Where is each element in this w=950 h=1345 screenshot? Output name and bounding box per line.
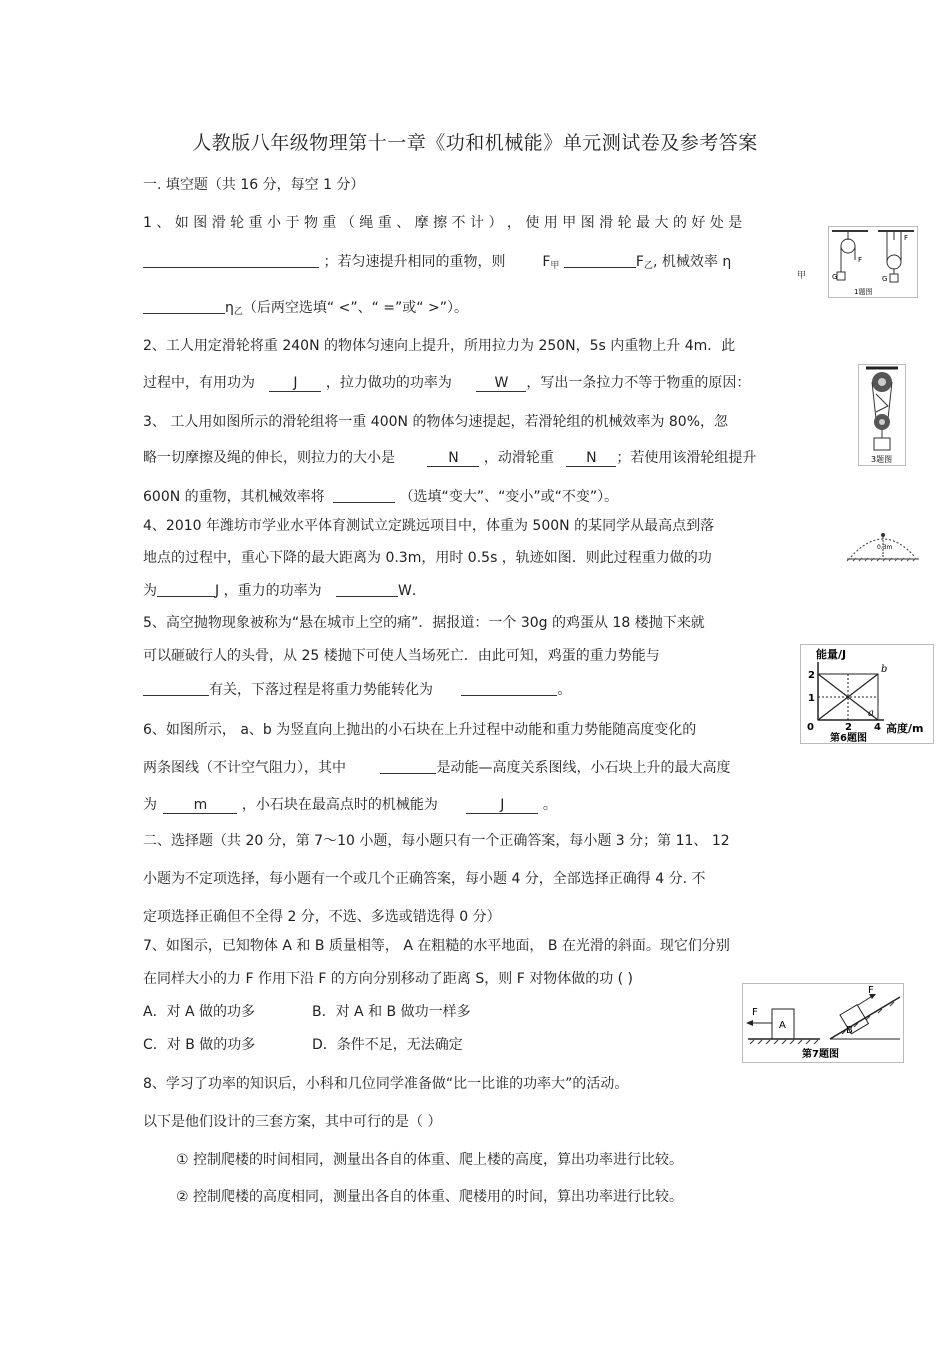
q5-blank1: [143, 681, 209, 696]
q7-option-d: D．条件不足，无法确定: [312, 1037, 463, 1053]
q7-line2: 在同样大小的力 F 作用下沿 F 的方向分别移动了距离 S，则 F 对物体做的功 ( ): [143, 971, 634, 987]
q5-line3: 有关，下落过程是将重力势能转化为 。: [143, 680, 571, 700]
fig1-label: 1题图: [854, 288, 873, 296]
q7-line1: 7、如图示，已知物体 A 和 B 质量相等， A 在粗糙的水平地面， B 在光滑的斜面。现它们分别: [143, 938, 730, 954]
q3-line3: 600N 的重物，其机械效率将 （选填“变大”、“变小”或“不变”）。: [143, 489, 619, 505]
q8-option-2: ② 控制爬楼的高度相同，测量出各自的体重、爬楼用的时间，算出功率进行比较。: [176, 1189, 683, 1205]
q6-line2: 两条图线（不计空气阻力），其中 是动能—高度关系图线，小石块上升的最大高度: [143, 760, 731, 776]
fig3-label: 3题图: [871, 455, 893, 464]
fig6-xtick-0: 0: [807, 722, 814, 733]
q8-line2: 以下是他们设计的三套方案，其中可行的是（ ）: [143, 1114, 442, 1130]
section2-line2: 小题为不定项选择，每小题有一个或几个正确答案，每小题 4 分，全部选择正确得 4 分. 不: [143, 871, 706, 887]
page-title: 人教版八年级物理第十一章《功和机械能》单元测试卷及参考答案: [192, 132, 758, 154]
q8-option-1: ① 控制爬楼的时间相同，测量出各自的体重、爬上楼的高度，算出功率进行比较。: [176, 1152, 683, 1168]
fig7-force-f1: F: [752, 1007, 758, 1018]
q7-option-b: B．对 A 和 B 做功一样多: [312, 1004, 471, 1020]
q1-line3: $\eta_乙$（后两空选填“ <”、“ =”或“ >”）。: [143, 298, 468, 322]
fig6-series-a-label: a: [868, 708, 874, 719]
q4-line2: 地点的过程中，重心下降的最大距离为 0.3m，用时 0.5s ，轨迹如图．则此过程重力做的功: [143, 550, 712, 566]
q1-blank1: [143, 253, 319, 268]
q7-option-c: C．对 B 做的功多: [143, 1037, 256, 1053]
section2-line3: 定项选择正确但不全得 2 分，不选、多选或错选得 0 分）: [143, 909, 501, 925]
fig6-series-b-label: b: [881, 664, 888, 675]
q5-line1: 5、高空抛物现象被称为“悬在城市上空的痛”．据报道：一个 30g 的鸡蛋从 18 楼抛下来就: [143, 615, 705, 631]
q5-line2: 可以砸破行人的头骨，从 25 楼抛下可使人当场死亡．由此可知，鸡蛋的重力势能与: [143, 648, 660, 664]
fig6-xtick-2: 2: [845, 722, 852, 733]
q6-blank1: [380, 759, 436, 774]
q2-line1: 2、工人用定滑轮将重 240N 的物体匀速向上提升，所用拉力为 250N，5s 内重物上升 4m．此: [143, 338, 736, 354]
figure-q6-energy-graph: [800, 644, 934, 744]
fig7-box-b: B: [846, 1025, 853, 1036]
q5-blank2: [461, 681, 557, 696]
fig6-ytick-2: 2: [808, 670, 815, 681]
q4-line3: 为 J ，重力的功率为 W．: [143, 583, 426, 599]
fig4-label: 0.3m: [877, 544, 893, 551]
fig6-caption: 第6题图: [830, 733, 867, 744]
q3-blank3: [333, 488, 395, 503]
q2-line2: 过程中，有用功为 J ，拉力做功的功率为 W ，写出一条拉力不等于物重的原因：: [143, 375, 751, 391]
q1-blank3: [143, 299, 225, 314]
figure-q7-forces: [742, 983, 904, 1063]
q3-line2: 略一切摩擦及绳的伸长，则拉力的大小是 N ，动滑轮重 N ；若使用该滑轮组提升: [143, 450, 757, 466]
q3-line1: 3、 工人用如图所示的滑轮组将一重 400N 的物体匀速提起，若滑轮组的机械效率为 80%，忽: [143, 414, 729, 430]
section2-line1: 二、选择题（共 20 分，第 7～10 小题，每小题只有一个正确答案，每小题 3 分；第 11、 12: [143, 833, 730, 849]
fig6-ylabel: 能量/J: [816, 648, 847, 661]
figure-q3-pulley-block: [858, 364, 906, 466]
fig7-box-a: A: [779, 1020, 786, 1031]
q4-blank2: [336, 582, 398, 597]
fig6-ytick-1: 1: [808, 693, 815, 704]
figure-q4-jump-trajectory: [843, 527, 923, 565]
q4-line1: 4、2010 年潍坊市学业水平体育测试立定跳远项目中，体重为 500N 的某同学从最高点到落: [143, 518, 715, 534]
svg-text:G: G: [882, 275, 888, 283]
q6-line1: 6、如图所示， a、b 为竖直向上抛出的小石块在上升过程中动能和重力势能随高度变化的: [143, 722, 697, 738]
section1-heading: 一. 填空题（共 16 分，每空 1 分）: [143, 177, 365, 193]
q4-blank1: [157, 582, 215, 597]
figure-q1-pulleys: [828, 226, 918, 298]
q6-line3: 为 m ，小石块在最高点时的机械能为 J 。: [143, 797, 557, 813]
svg-text:F: F: [904, 234, 909, 242]
fig7-force-f2: F: [868, 985, 874, 996]
svg-text:G: G: [832, 273, 838, 281]
q1-eta-sub: 甲: [797, 271, 807, 281]
q1-line1: 1 、 如 图 滑 轮 重 小 于 物 重 （ 绳 重 、 摩 擦 不 计 ） ， 使 用 甲 图 滑 轮 最 大 的 好 处 是: [143, 215, 743, 231]
fig7-label: 第7题图: [802, 1049, 839, 1060]
svg-text:F: F: [858, 256, 863, 264]
q1-blank2: [564, 253, 636, 268]
q7-option-a: A．对 A 做的功多: [143, 1004, 256, 1020]
fig6-xtick-4: 4: [874, 722, 881, 733]
q8-line1: 8、学习了功率的知识后，小科和几位同学准备做“比一比谁的功率大”的活动。: [143, 1076, 629, 1092]
q1-line2: ；若匀速提升相同的重物，则 $F_甲$ $F_乙$, 机械效率 η: [143, 252, 731, 276]
fig6-xlabel: 高度/m: [886, 722, 924, 735]
